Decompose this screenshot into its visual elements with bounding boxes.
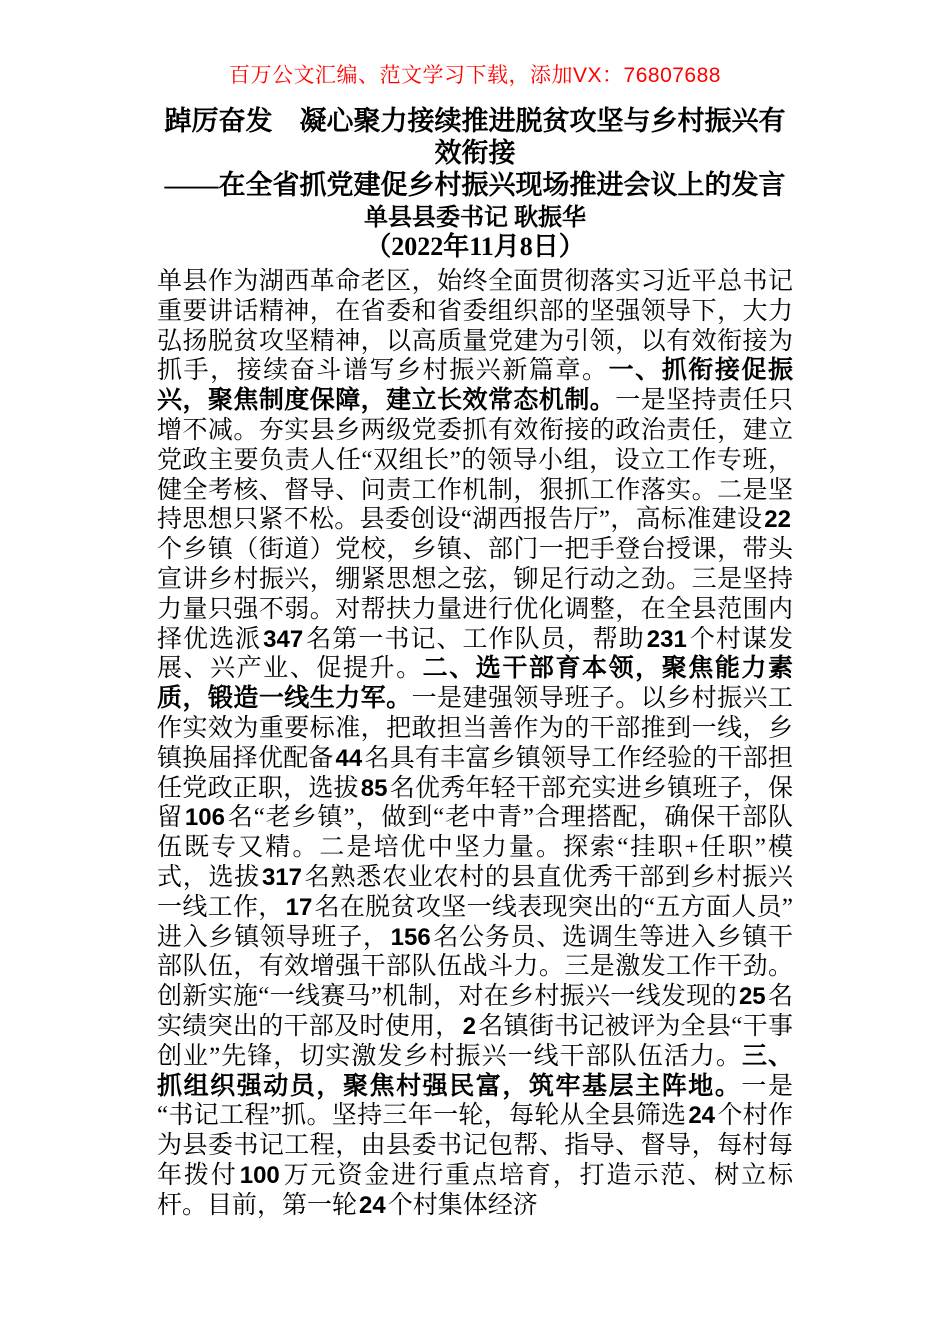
body-paragraph: 单县作为湖西革命老区，始终全面贯彻落实习近平总书记重要讲话精神，在省委和省委组织部的坚强领导下，大力弘扬脱贫攻坚精神，以高质量党建为引领，以有效衔接为抓手，接续奋斗谱写乡村振兴新篇章。一、抓衔接促振兴，聚焦制度保障，建立长效常态机制。一是坚持责任只增不减。夯实县乡两级党委抓有效衔接的政治责任，建立党政主要负责人任“双组长”的领导小组，设立工作专班，健全考核、督导、问责工作机制，狠抓工作落实。二是坚持思想只紧不松。县委创设“湖西报告厅”，高标准建设22个乡镇（街道）党校，乡镇、部门一把手登台授课，带头宣讲乡村振兴，绷紧思想之弦，铆足行动之劲。三是坚持力量只强不弱。对帮扶力量进行优化调整，在全县范围内择优选派347名第一书记、工作队员，帮助231个村谋发展、兴产业、促提升。二、选干部育本领，聚焦能力素质，锻造一线生力军。一是建强领导班子。以乡村振兴工作实效为重要标准，把敢担当善作为的干部推到一线，乡镇换届择优配备44名具有丰富乡镇领导工作经验的干部担任党政正职，选拔85名优秀年轻干部充实进乡镇班子，保留106名“老乡镇”，做到“老中青”合理搭配，确保干部队伍既专又精。二是培优中坚力量。探索“挂职+任职”模式，选拔317名熟悉农业农村的县直优秀干部到乡村振兴一线工作，17名在脱贫攻坚一线表现突出的“五方面人员”进入乡镇领导班子，156名公务员、选调生等进入乡镇干部队伍，有效增强干部队伍战斗力。三是激发工作干劲。创新实施“一线赛马”机制，对在乡村振兴一线发现的25名实绩突出的干部及时使用，2名镇街书记被评为全县“干事创业”先锋，切实激发乡村振兴一线干部队伍活力。三、抓组织强动员，聚焦村强民富，筑牢基层主阵地。一是“书记工程”抓。坚持三年一轮，每轮从全县筛选24个村作为县委书记工程，由县委书记包帮、指导、督导，每村每年拨付100万元资金进行重点培育，打造示范、树立标杆。目前，第一轮24个村集体经济 [157,268,793,1219]
author-line: 单县县委书记 耿振华 [364,205,586,231]
document-subtitle: ——在全省抓党建促乡村振兴现场推进会议上的发言 [164,170,786,200]
date-line: （2022年11月8日） [365,232,585,261]
document-title: 踔厉奋发 凝心聚力接续推进脱贫攻坚与乡村振兴有效衔接 [164,106,786,168]
promo-banner: 百万公文汇编、范文学习下载，添加VX：76807688 [229,64,721,87]
